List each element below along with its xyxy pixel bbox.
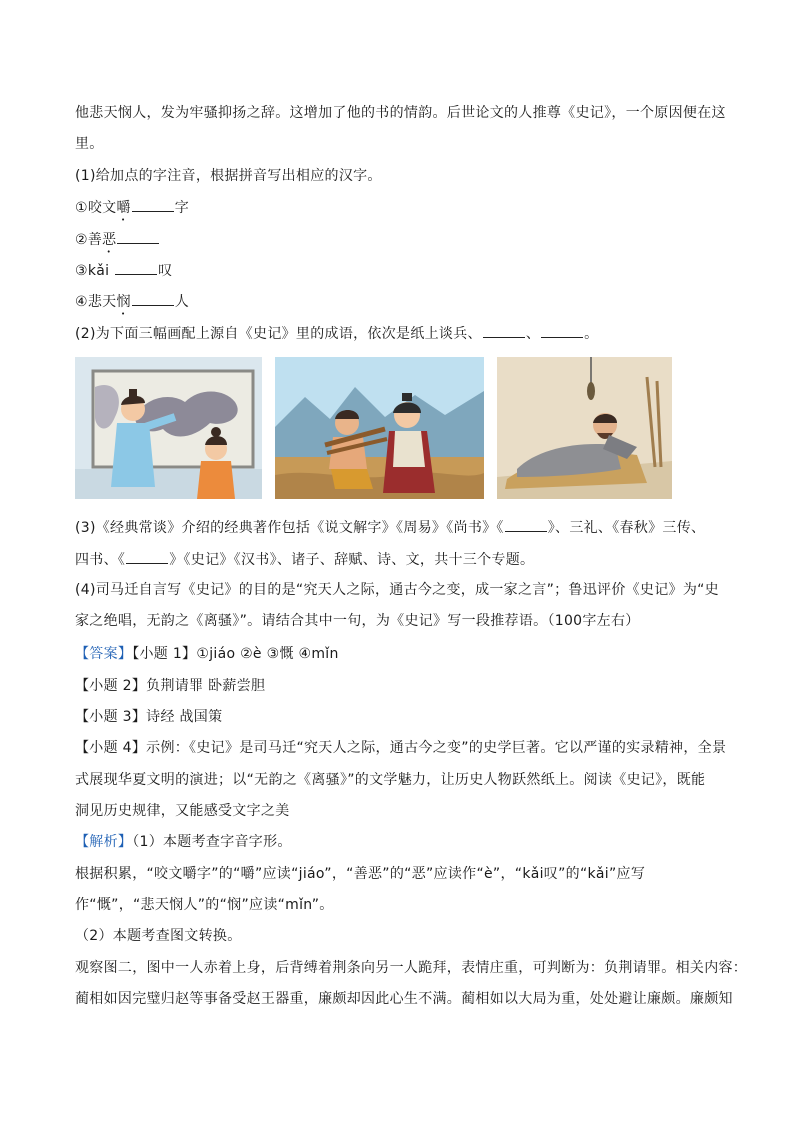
analysis-section: 【解析】（1）本题考查字音字形。 — [75, 834, 292, 850]
item-1: ①咬文嚼 字 — [75, 197, 189, 224]
blank[interactable] — [483, 323, 525, 338]
analysis-line: 蔺相如因完璧归赵等事备受赵王器重，廉颇却因此心生不满。蔺相如以大局为重，处处避让廉颇。廉颇知 — [75, 991, 733, 1007]
blank[interactable] — [505, 517, 547, 532]
question-4: (4)司马迁自言写《史记》的目的是“究天人之际，通古今之变，成一家之言”；鲁迅评价《史记》为“史 — [75, 582, 719, 598]
question-3-cont: 四书、《 》《史记》《汉书》、诸子、辞赋、诗、文，共十三个专题。 — [75, 549, 534, 570]
analysis-line: 观察图二，图中一人赤着上身，后背缚着荆条向另一人跪拜，表情庄重，可判断为：负荆请罪。相关内容： — [75, 960, 748, 976]
answer-4: 【小题 4】示例：《史记》是司马迁“究天人之际，通古今之变”的史学巨著。它以严谨的实录精神，全景 — [75, 740, 727, 756]
question-1: (1)给加点的字注音，根据拼音写出相应的汉字。 — [75, 168, 382, 184]
illustration-sleeping-on-brushwood — [497, 357, 672, 499]
blank[interactable] — [541, 323, 583, 338]
answer-tag: 【答案】 — [75, 646, 133, 662]
analysis-line: （2）本题考查图文转换。 — [75, 928, 242, 944]
blank[interactable] — [132, 197, 174, 212]
illustration-kneeling-apology — [275, 357, 484, 499]
blank[interactable] — [115, 260, 157, 275]
answer-3: 【小题 3】诗经 战国策 — [75, 709, 223, 725]
item-4: ④悲天悯 人 — [75, 291, 189, 318]
question-3: (3)《经典常谈》介绍的经典著作包括《说文解字》《周易》《尚书》《 》、三礼、《春秋》三传、 — [75, 517, 705, 538]
answer-2: 【小题 2】负荆请罪 卧薪尝胆 — [75, 678, 266, 694]
analysis-tag: 【解析】 — [75, 834, 133, 850]
item-3: ③kǎi 叹 — [75, 260, 172, 281]
blank[interactable] — [117, 229, 159, 244]
text-line: 他悲天悯人，发为牢骚抑扬之辞。这增加了他的书的情韵。后世论文的人推尊《史记》，一个原因便在这 — [75, 105, 726, 121]
illustration-map-lesson — [75, 357, 262, 499]
item-2: ②善恶 — [75, 229, 160, 256]
answer-4-cont: 洞见历史规律，又能感受文字之美 — [75, 803, 290, 819]
blank[interactable] — [132, 291, 174, 306]
blank[interactable] — [126, 549, 168, 564]
analysis-line: 作“慨”，“悲天悯人”的“悯”应读“mǐn”。 — [75, 897, 334, 913]
analysis-line: 根据积累，“咬文嚼字”的“嚼”应读“jiáo”，“善恶”的“恶”应读作“è”，“kǎi叹”的“kǎi”应写 — [75, 866, 646, 882]
question-4-cont: 家之绝唱，无韵之《离骚》”。请结合其中一句，为《史记》写一段推荐语。（100字左右） — [75, 613, 640, 629]
answer-section: 【答案】【小题 1】①jiáo ②è ③慨 ④mǐn — [75, 646, 339, 662]
answer-4-cont: 式展现华夏文明的演进；以“无韵之《离骚》”的文学魅力，让历史人物跃然纸上。阅读《史记》，既能 — [75, 772, 706, 788]
question-2: (2)为下面三幅画配上源自《史记》里的成语，依次是纸上谈兵、 、 。 — [75, 323, 598, 344]
text-line: 里。 — [75, 136, 104, 152]
